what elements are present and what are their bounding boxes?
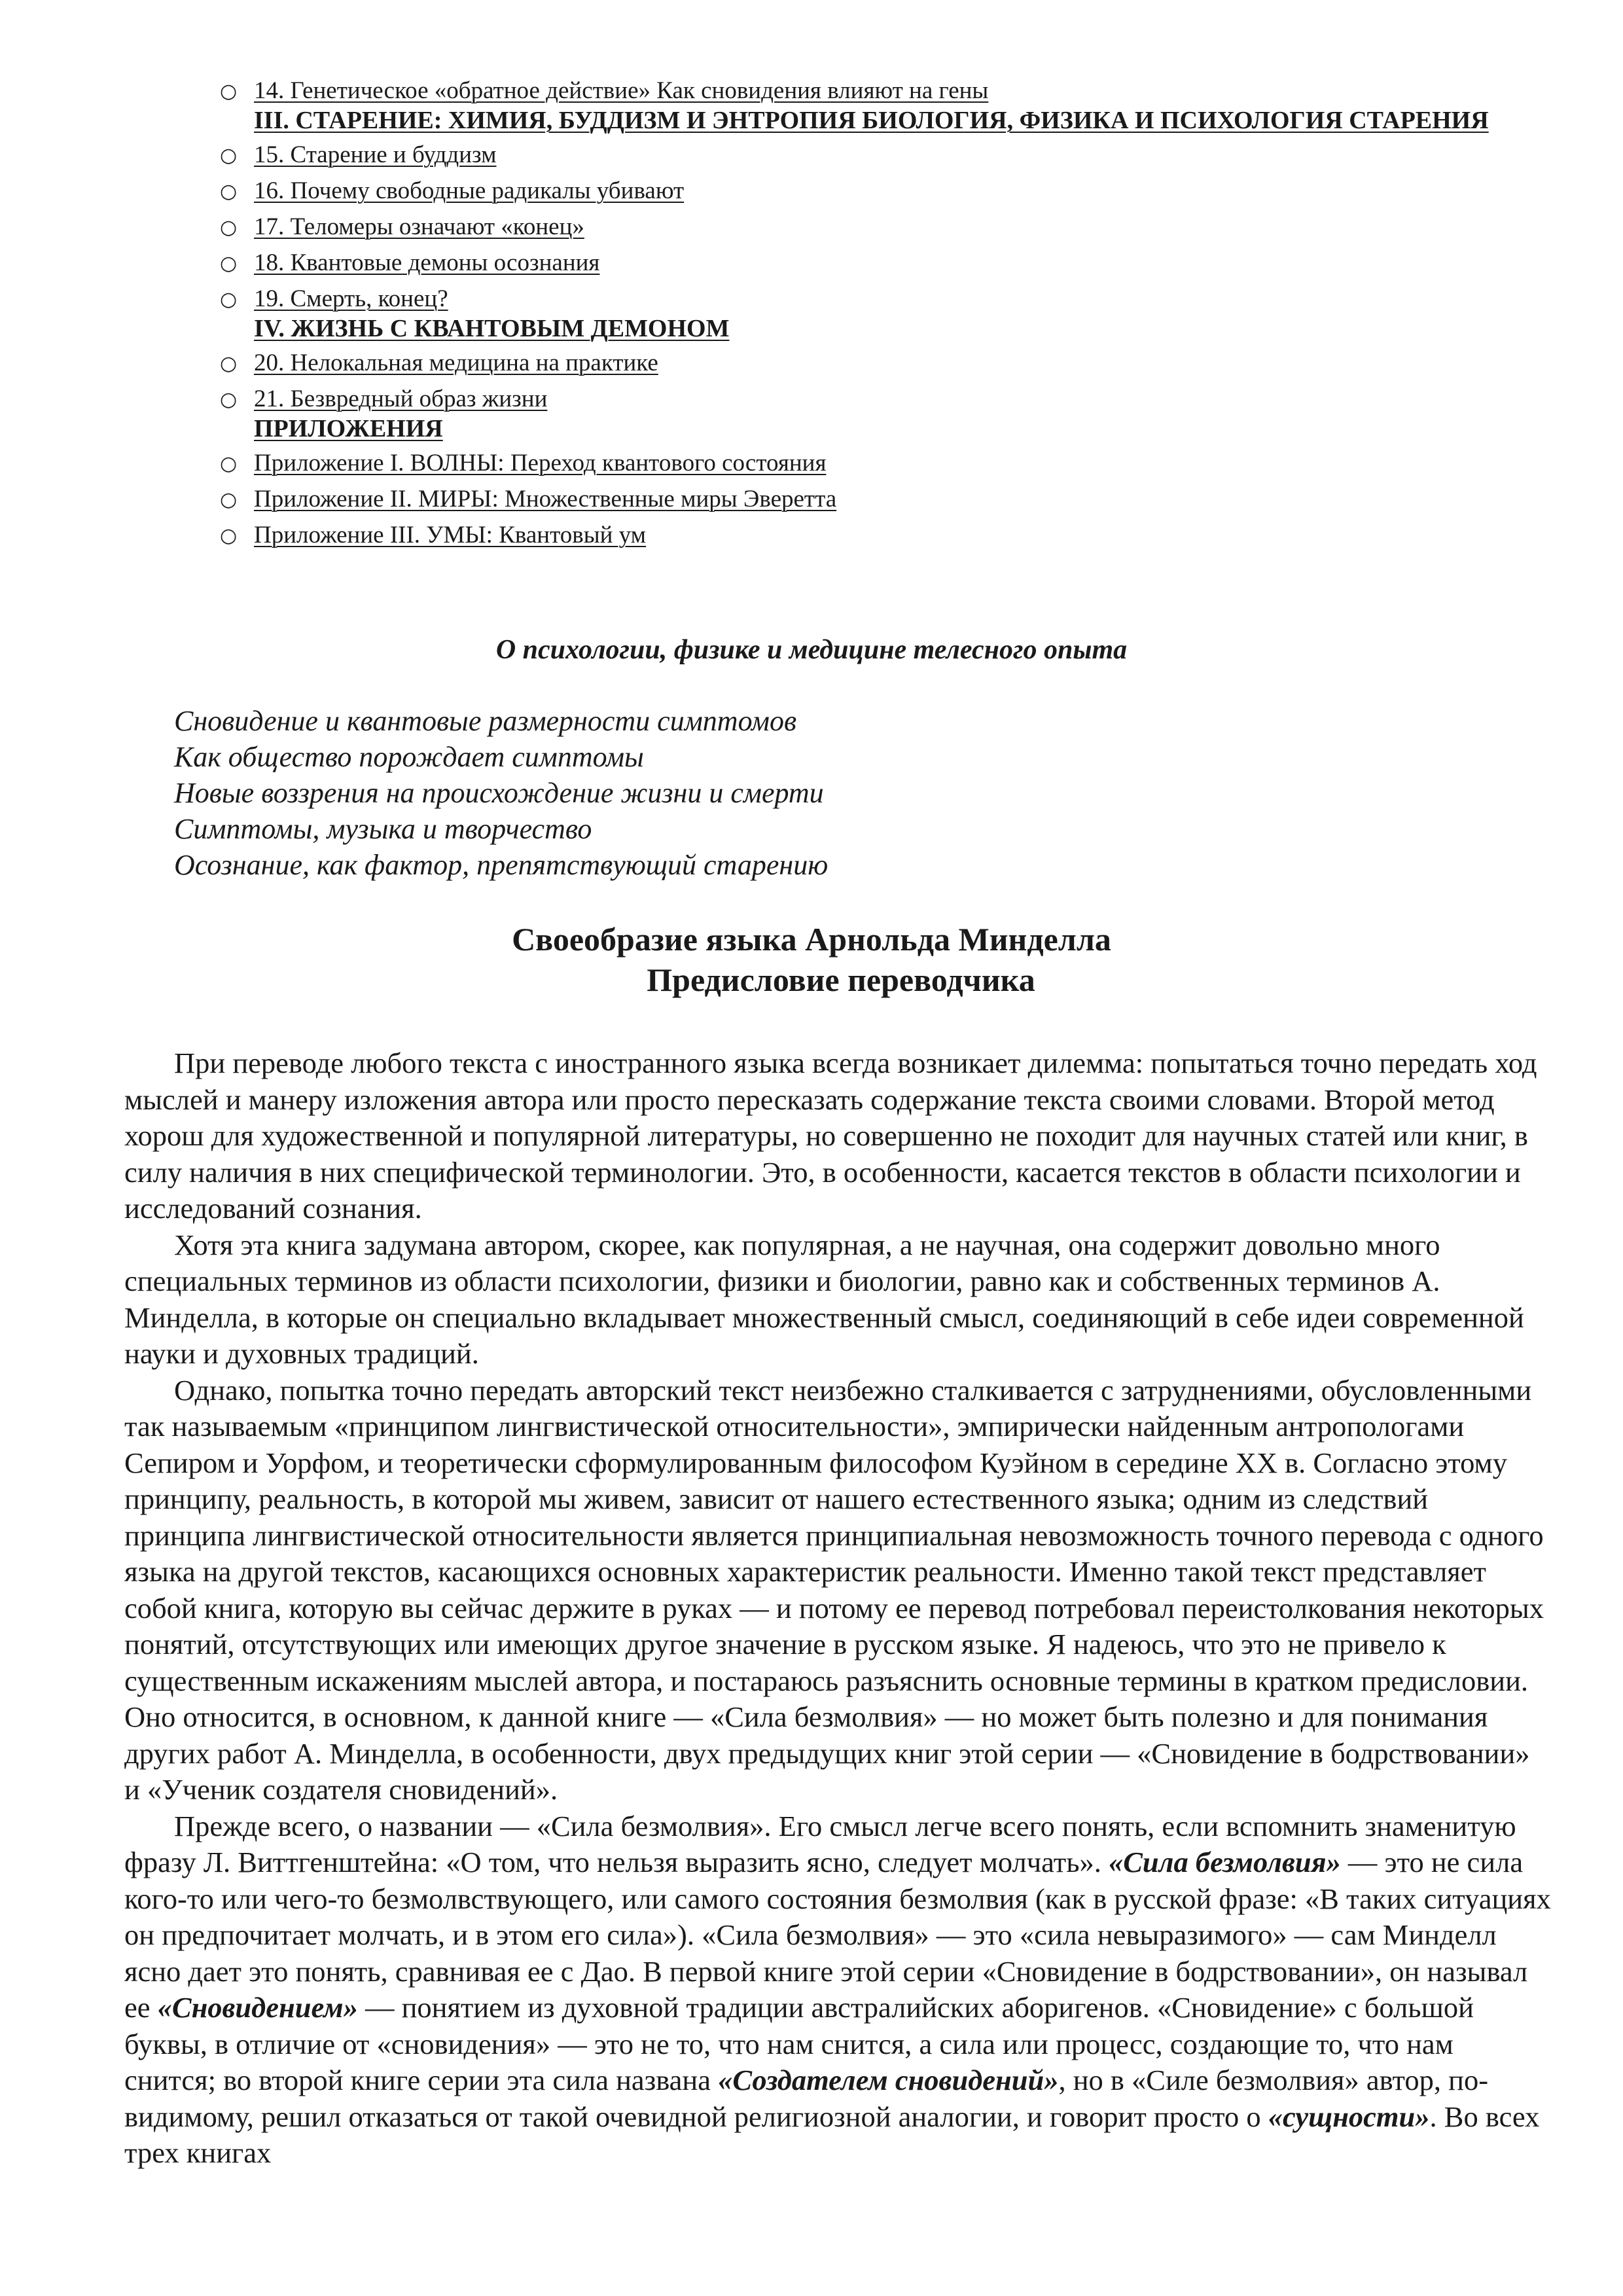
toc-link[interactable]: 21. Безвредный образ жизни (254, 386, 548, 412)
paragraph (124, 1808, 1551, 2172)
text-run: . Во всех трех книгах (124, 2100, 1540, 2169)
toc-item[interactable] (216, 285, 1492, 313)
toc-item[interactable] (216, 177, 1492, 205)
bullet-circle-icon: ○ (220, 352, 238, 375)
bullet-circle-icon: ○ (220, 180, 238, 203)
toc-link[interactable]: 14. Генетическое «обратное действие» Как сновидения влияют на гены (254, 77, 989, 104)
text-run: — понятием из духовной традиции австралийских аборигенов. «Сновидение» с большой буквы, в отличие от «сновидения» — это не то, что нам снится, а сила или процесс, создающие то, что нам снится; во второй книге серии эта сила названа (124, 1991, 1474, 2096)
toc-link[interactable]: 18. Квантовые демоны осознания (254, 249, 600, 276)
toc-section-heading: III. СТАРЕНИЕ: ХИМИЯ, БУДДИЗМ И ЭНТРОПИЯ БИОЛОГИЯ, ФИЗИКА И ПСИХОЛОГИЯ СТАРЕНИЯ (254, 107, 1489, 134)
toc-link[interactable]: 20. Нелокальная медицина на практике (254, 350, 658, 376)
term-emphasis: «сущности» (1268, 2100, 1430, 2133)
table-of-contents (216, 77, 1492, 558)
bullet-circle-icon: ○ (220, 488, 238, 511)
bullet-circle-icon: ○ (220, 80, 238, 103)
body-text (124, 1045, 1551, 2172)
text-run: , но в «Силе безмолвия» автор, по-видимому, решил отказаться от такой очевидной религиозной аналогии, и говорит просто о (124, 2064, 1489, 2133)
toc-item[interactable] (216, 77, 1492, 105)
theme-line: Сновидение и квантовые размерности симптомов (174, 705, 797, 737)
toc-link[interactable]: 15. Старение и буддизм (254, 141, 497, 168)
bullet-circle-icon: ○ (220, 524, 238, 547)
theme-line: Осознание, как фактор, препятствующий старению (174, 849, 829, 881)
toc-link[interactable]: 19. Смерть, конец? (254, 285, 448, 312)
term-emphasis: «Сновидением» (157, 1991, 358, 2024)
toc-link[interactable]: Приложение II. МИРЫ: Множественные миры Эверетта (254, 486, 837, 512)
bullet-circle-icon: ○ (220, 388, 238, 411)
toc-item[interactable] (216, 486, 1492, 513)
chapter-title: Своеобразие языка Арнольда Минделла (512, 921, 1111, 958)
paragraph: Однако, попытка точно передать авторский текст неизбежно сталкивается с затруднениями, обусловленными так называемым «принципом лингвистической относительности», эмпирически найденным антропологами Сепиром и Уорфом, и теоретически сформулированным философом Куэйном в середине XX в. Согласно этому принципу, реальность, в которой мы живем, зависит от нашего естественного языка; одним из следствий принципа лингвистической относительности является принципиальная невозможность точного перевода с одного языка на другой текстов, касающихся основных характеристик реальности. Именно такой текст представляет собой книга, которую вы сейчас держите в руках — и потому ее перевод потребовал переистолкования некоторых понятий, отсутствующих или имеющих другое значение в русском языке. Я надеюсь, что это не привело к существенным искажениям мыслей автора, и постараюсь разъяснить основные термины в кратком предисловии. Оно относится, в основном, к данной книге — «Сила безмолвия» — но может быть полезно и для понимания других работ А. Минделла, в особенности, двух предыдущих книг этой серии — «Сновидение в бодрствовании» и «Ученик создателя сновидений». (124, 1373, 1544, 1806)
toc-link[interactable]: 16. Почему свободные радикалы убивают (254, 177, 685, 204)
bullet-circle-icon: ○ (220, 452, 238, 475)
toc-link[interactable]: Приложение III. УМЫ: Квантовый ум (254, 522, 647, 548)
theme-line: Как общество порождает симптомы (174, 741, 644, 773)
about-title: О психологии, физике и медицине телесного опыта (495, 635, 1128, 665)
paragraph: При переводе любого текста с иностранного языка всегда возникает дилемма: попытаться точно передать ход мыслей и манеру изложения автора или просто пересказать содержание текста своими словами. Второй метод хорош для художественной и популярной литературы, но совершенно не походит для научных статей или книг, в силу наличия в них специфической терминологии. Это, в особенности, касается текстов в области психологии и исследований сознания. (124, 1047, 1537, 1225)
paragraph: Хотя эта книга задумана автором, скорее, как популярная, а не научная, она содержит довольно много специальных терминов из области психологии, физики и биологии, равно как и собственных терминов А. Минделла, в которые он специально вкладывает множественный смысл, соединяющий в себе идеи современной науки и духовных традиций. (124, 1228, 1524, 1370)
term-emphasis: «Сила безмолвия» (1108, 1846, 1341, 1878)
theme-line: Симптомы, музыка и творчество (174, 813, 592, 845)
text-run: Прежде всего, о названии — «Сила безмолвия». Его смысл легче всего понять, если вспомнить знаменитую фразу Л. Виттгенштейна: «О том, что нельзя выразить ясно, следует молчать». (124, 1809, 1516, 1878)
toc-section-heading: ПРИЛОЖЕНИЯ (254, 415, 443, 442)
toc-item[interactable] (216, 450, 1492, 477)
toc-item[interactable] (216, 213, 1492, 241)
text-run: — это не сила кого-то или чего-то безмолвствующего, или самого состояния безмолвия (как в русской фразе: «В таких ситуациях он предпочитает молчать, и в этом его сила»). «Сила безмолвия» — это «сила невыразимого» — сам Минделл ясно дает это понять, сравнивая ее с Дао. В первой книге этой серии «Сновидение в бодрствовании», он называл ее (124, 1846, 1551, 2024)
bullet-circle-icon: ○ (220, 252, 238, 275)
term-emphasis: «Создателем сновидений» (718, 2064, 1059, 2096)
toc-link[interactable]: Приложение I. ВОЛНЫ: Переход квантового состояния (254, 450, 827, 476)
toc-item[interactable] (216, 386, 1492, 413)
toc-section-heading: IV. ЖИЗНЬ С КВАНТОВЫМ ДЕМОНОМ (254, 315, 730, 342)
chapter-subtitle: Предисловие переводчика (647, 961, 1035, 998)
toc-item[interactable] (216, 249, 1492, 277)
toc-item[interactable] (216, 350, 1492, 377)
toc-item[interactable] (216, 141, 1492, 169)
bullet-circle-icon: ○ (220, 288, 238, 311)
themes-list (174, 703, 1483, 883)
toc-link[interactable]: 17. Теломеры означают «конец» (254, 213, 584, 240)
bullet-circle-icon: ○ (220, 144, 238, 167)
theme-line: Новые воззрения на происхождение жизни и смерти (174, 777, 824, 809)
bullet-circle-icon: ○ (220, 216, 238, 239)
toc-item[interactable] (216, 522, 1492, 549)
chapter-heading (0, 919, 1623, 1000)
